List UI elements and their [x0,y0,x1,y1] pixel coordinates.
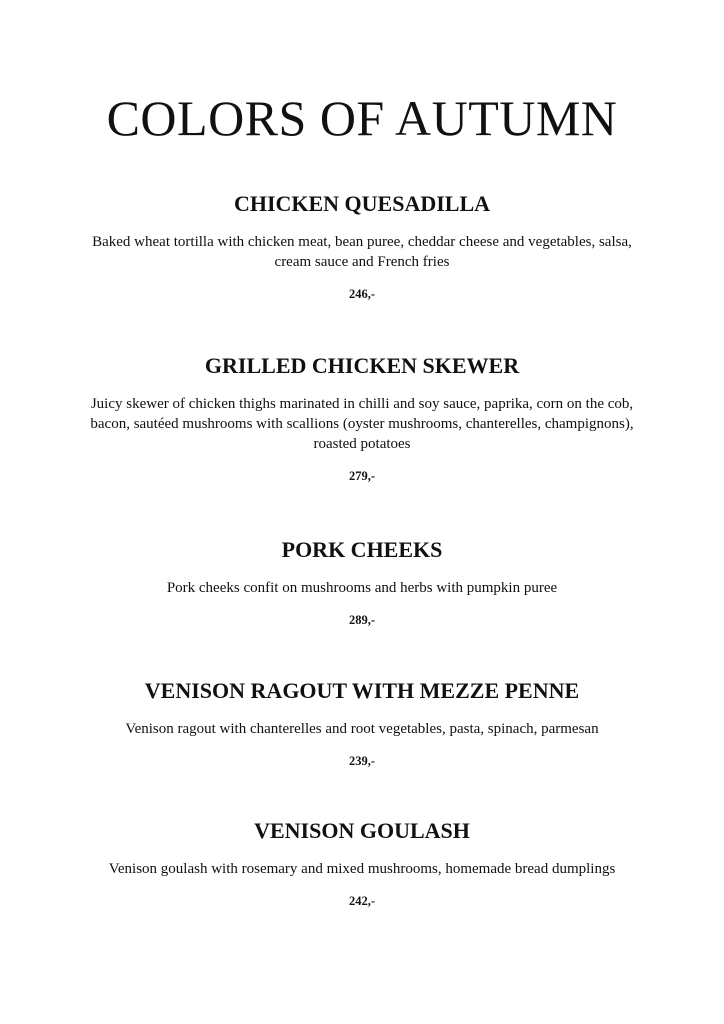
menu-item [0,817,724,909]
menu-item-price: 246,- [348,287,376,301]
menu-item-description: Venison goulash with rosemary and mixed mushrooms, homemade bread dumplings [108,861,616,877]
menu-item [0,677,724,769]
menu-item-price: 279,- [348,469,376,483]
menu-item-price: 289,- [348,613,376,627]
menu-item-name: GRILLED CHICKEN SKEWER [204,353,520,378]
menu-title: COLORS OF AUTUMN [106,90,618,146]
menu-item-price: 242,- [348,894,376,908]
menu-item-name: PORK CHEEKS [281,537,443,562]
menu-item-name: CHICKEN QUESADILLA [233,191,491,216]
menu-item-name: VENISON RAGOUT WITH MEZZE PENNE [144,678,580,703]
menu-item-name: VENISON GOULASH [254,818,470,843]
menu-item-price: 239,- [348,754,376,768]
menu-item-description: Baked wheat tortilla with chicken meat, bean puree, cheddar cheese and vegetables, salsa, cream sauce and French fries [92,234,632,270]
menu-item [0,352,724,484]
menu-item [0,536,724,628]
menu-item [0,190,724,302]
menu-item-description: Venison ragout with chanterelles and root vegetables, pasta, spinach, parmesan [125,721,599,737]
menu-item-description: Pork cheeks confit on mushrooms and herbs with pumpkin puree [166,580,558,596]
menu-item-description: Juicy skewer of chicken thighs marinated in chilli and soy sauce, paprika, corn on the cob, bacon, sautéed mushrooms with scallions (oyster mushrooms, chanterelles, champignons), roasted potatoes [90,396,634,452]
